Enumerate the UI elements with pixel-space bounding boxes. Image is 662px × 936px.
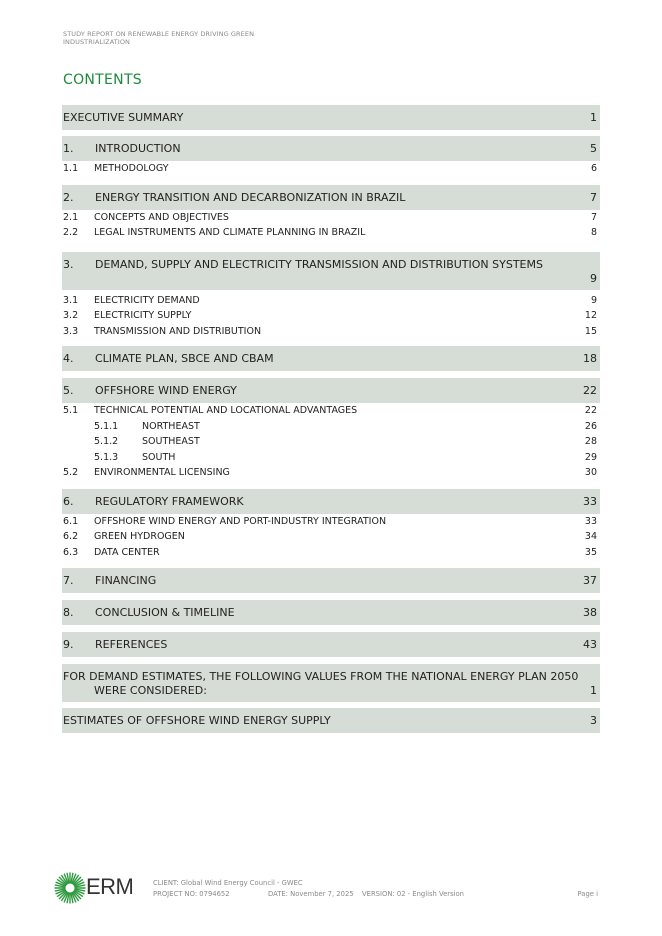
toc-label: EXECUTIVE SUMMARY bbox=[63, 111, 184, 124]
toc-number: 8. bbox=[63, 606, 74, 619]
toc-label: DEMAND, SUPPLY AND ELECTRICITY TRANSMISSION AND DISTRIBUTION SYSTEMS bbox=[95, 257, 543, 271]
toc-label: REFERENCES bbox=[95, 638, 168, 651]
toc-entry-offshore-estimates[interactable] bbox=[62, 708, 600, 733]
toc-number: 7. bbox=[63, 574, 74, 587]
toc-label: GREEN HYDROGEN bbox=[94, 531, 185, 542]
toc-number: 5.1.3 bbox=[94, 451, 119, 463]
toc-page-number: 1 bbox=[590, 111, 597, 124]
running-header: STUDY REPORT ON RENEWABLE ENERGY DRIVING GREEN INDUSTRIALIZATION bbox=[63, 30, 255, 46]
toc-label: SOUTHEAST bbox=[142, 436, 200, 447]
toc-page-number: 26 bbox=[584, 420, 597, 432]
toc-number: 6.2 bbox=[63, 531, 79, 542]
toc-number: 5.1.1 bbox=[94, 420, 119, 432]
toc-label: DATA CENTER bbox=[94, 546, 160, 558]
toc-page-number: 34 bbox=[584, 531, 597, 542]
toc-number: 6.1 bbox=[63, 515, 79, 527]
toc-number: 1.1 bbox=[63, 163, 79, 174]
toc-label: OFFSHORE WIND ENERGY bbox=[95, 384, 237, 397]
toc-label: TECHNICAL POTENTIAL AND LOCATIONAL ADVANTAGES bbox=[94, 405, 358, 416]
toc-number: 3.1 bbox=[63, 294, 79, 306]
toc-entry-conclusion[interactable] bbox=[62, 600, 600, 625]
toc-number: 1. bbox=[63, 142, 74, 155]
toc-page-number: 37 bbox=[583, 574, 597, 587]
toc-page-number: 22 bbox=[584, 405, 597, 416]
toc-label: INTRODUCTION bbox=[95, 142, 181, 155]
toc-label: TRANSMISSION AND DISTRIBUTION bbox=[94, 325, 262, 337]
toc-entry-demand-estimates[interactable] bbox=[62, 664, 600, 702]
toc-entry-offshore-wind[interactable] bbox=[62, 378, 600, 403]
toc-entry-executive-summary[interactable] bbox=[62, 105, 600, 130]
toc-label: FOR DEMAND ESTIMATES, THE FOLLOWING VALUES FROM THE NATIONAL ENERGY PLAN 2050 WERE CONSIDERED: bbox=[63, 670, 579, 697]
toc-number: 2.1 bbox=[63, 211, 79, 223]
toc-entry-technical-potential[interactable] bbox=[62, 405, 600, 421]
toc-page-number: 5 bbox=[590, 142, 597, 155]
toc-page-number: 6 bbox=[590, 163, 597, 174]
toc-entry-electricity-demand[interactable] bbox=[62, 295, 600, 311]
toc-label: REGULATORY FRAMEWORK bbox=[95, 494, 244, 508]
toc-page-number: 8 bbox=[590, 227, 597, 238]
toc-label: SOUTH bbox=[142, 451, 176, 463]
toc-page-number: 7 bbox=[590, 190, 597, 204]
toc-number: 5.1.2 bbox=[94, 436, 119, 447]
toc-page-number: 7 bbox=[590, 211, 597, 223]
toc-number: 2. bbox=[63, 190, 74, 204]
toc-number: 9. bbox=[63, 638, 74, 651]
toc-page-number: 30 bbox=[584, 467, 597, 478]
toc-entry-data-center[interactable] bbox=[62, 547, 600, 563]
toc-page-number: 43 bbox=[583, 638, 597, 651]
toc-label: FINANCING bbox=[95, 574, 157, 587]
toc-page-number: 33 bbox=[583, 494, 597, 508]
footer-version: VERSION: 02 - English Version bbox=[362, 890, 464, 898]
toc-label: CLIMATE PLAN, SBCE AND CBAM bbox=[95, 352, 274, 365]
footer-date: DATE: November 7, 2025 bbox=[268, 890, 354, 898]
toc-label: METHODOLOGY bbox=[94, 163, 169, 174]
toc-entry-climate-plan[interactable] bbox=[62, 346, 600, 371]
toc-entry-electricity-supply[interactable] bbox=[62, 310, 600, 326]
toc-label: ENVIRONMENTAL LICENSING bbox=[94, 467, 230, 478]
toc-number: 6. bbox=[63, 494, 74, 508]
toc-number: 6.3 bbox=[63, 546, 79, 558]
toc-entry-northeast[interactable] bbox=[62, 421, 600, 437]
toc-label: ESTIMATES OF OFFSHORE WIND ENERGY SUPPLY bbox=[63, 714, 331, 727]
toc-page-number: 9 bbox=[590, 271, 597, 285]
toc-page-number: 22 bbox=[583, 384, 597, 397]
toc-page-number: 38 bbox=[583, 606, 597, 619]
toc-page-number: 1 bbox=[590, 684, 597, 697]
toc-page-number: 18 bbox=[583, 352, 597, 365]
toc-label: NORTHEAST bbox=[142, 420, 200, 432]
erm-logo-text: ERM bbox=[86, 874, 134, 899]
toc-entry-introduction[interactable] bbox=[62, 136, 600, 161]
toc-page-number: 29 bbox=[584, 451, 597, 463]
toc-entry-methodology[interactable] bbox=[62, 163, 600, 179]
footer-project: PROJECT NO: 0794652 bbox=[153, 890, 230, 898]
toc-entry-port-industry[interactable] bbox=[62, 516, 600, 532]
toc-entry-demand-supply[interactable] bbox=[62, 252, 600, 290]
toc-number: 5. bbox=[63, 384, 74, 397]
toc-number: 4. bbox=[63, 352, 74, 365]
toc-entry-transmission-distribution[interactable] bbox=[62, 326, 600, 342]
toc-number: 3. bbox=[63, 257, 74, 271]
toc-number: 3.2 bbox=[63, 310, 79, 321]
toc-entry-environmental-licensing[interactable] bbox=[62, 467, 600, 483]
toc-page-number: 3 bbox=[590, 714, 597, 727]
toc-page-number: 12 bbox=[584, 310, 597, 321]
toc-page-number: 15 bbox=[584, 325, 597, 337]
toc-label: CONCEPTS AND OBJECTIVES bbox=[94, 211, 229, 223]
toc-entry-concepts-objectives[interactable] bbox=[62, 212, 600, 228]
toc-number: 3.3 bbox=[63, 325, 79, 337]
toc-page-number: 35 bbox=[584, 546, 597, 558]
toc-entry-energy-transition[interactable] bbox=[62, 185, 600, 210]
toc-entry-south[interactable] bbox=[62, 452, 600, 468]
toc-number: 5.2 bbox=[63, 467, 79, 478]
footer-page-number: Page i bbox=[577, 890, 598, 898]
erm-logo-icon bbox=[54, 872, 86, 904]
toc-page-number: 33 bbox=[584, 515, 597, 527]
toc-label: CONCLUSION & TIMELINE bbox=[95, 606, 235, 619]
toc-label: ENERGY TRANSITION AND DECARBONIZATION IN BRAZIL bbox=[95, 190, 406, 204]
toc-entry-financing[interactable] bbox=[62, 568, 600, 593]
table-of-contents bbox=[62, 105, 600, 735]
footer-client: CLIENT: Global Wind Energy Council - GWEC bbox=[153, 879, 303, 887]
toc-entry-southeast[interactable] bbox=[62, 436, 600, 452]
toc-page-number: 9 bbox=[590, 294, 597, 306]
toc-label: ELECTRICITY DEMAND bbox=[94, 294, 200, 306]
toc-entry-legal-instruments[interactable] bbox=[62, 227, 600, 243]
toc-label: OFFSHORE WIND ENERGY AND PORT-INDUSTRY INTEGRATION bbox=[94, 515, 387, 527]
toc-number: 2.2 bbox=[63, 227, 79, 238]
toc-label: LEGAL INSTRUMENTS AND CLIMATE PLANNING IN BRAZIL bbox=[94, 227, 366, 238]
toc-number: 5.1 bbox=[63, 405, 79, 416]
toc-entry-regulatory-framework[interactable] bbox=[62, 489, 600, 514]
toc-label: ELECTRICITY SUPPLY bbox=[94, 310, 192, 321]
contents-title: CONTENTS bbox=[63, 72, 142, 88]
toc-page-number: 28 bbox=[584, 436, 597, 447]
toc-entry-references[interactable] bbox=[62, 632, 600, 657]
toc-entry-green-hydrogen[interactable] bbox=[62, 531, 600, 547]
